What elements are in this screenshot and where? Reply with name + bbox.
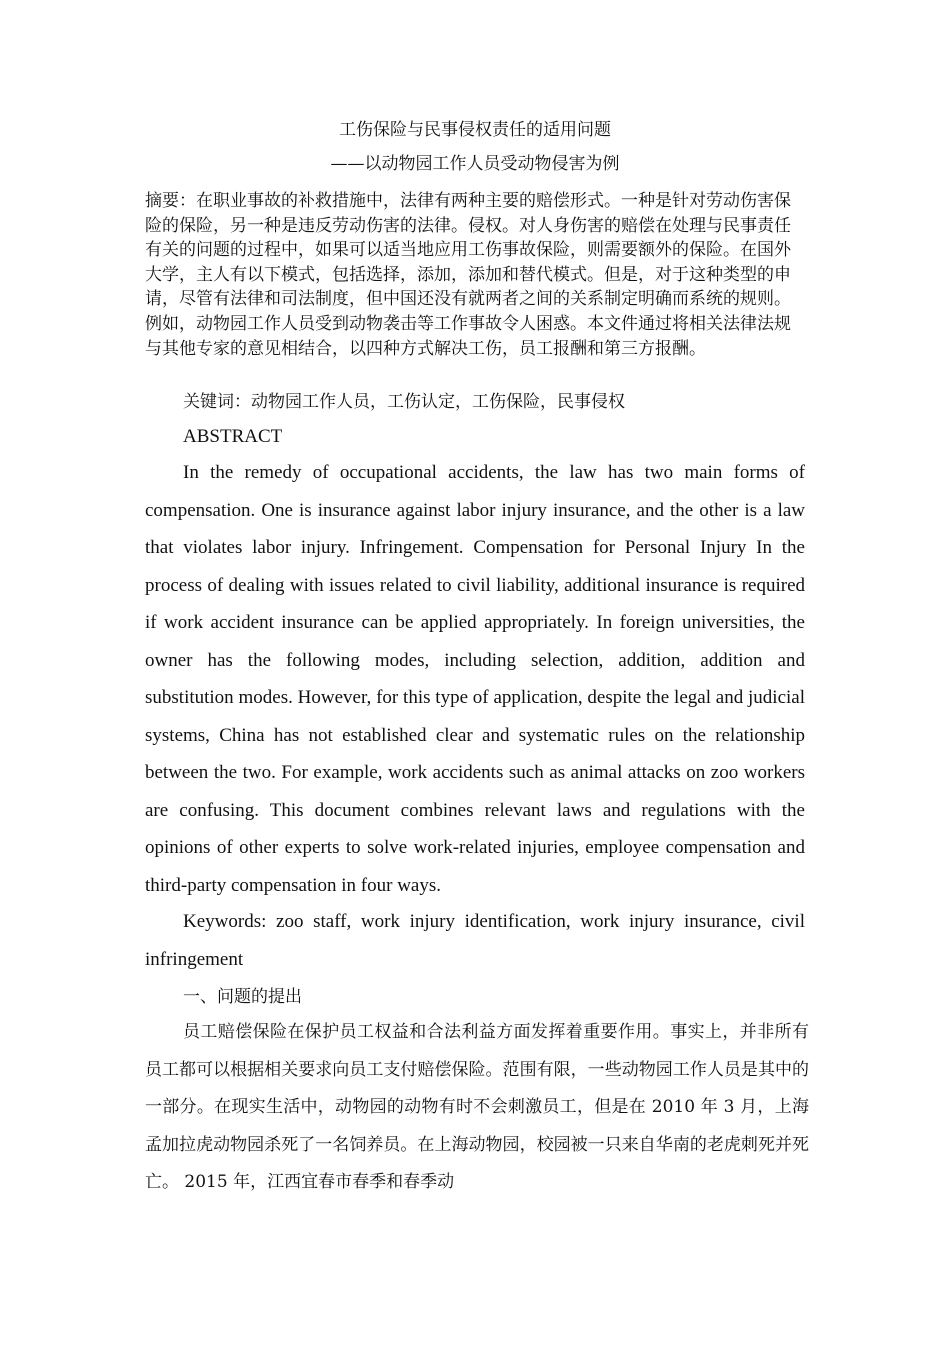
english-keywords: Keywords: zoo staff, work injury identification, work injury insurance, civil infringement bbox=[145, 911, 805, 970]
chinese-abstract: 摘要：在职业事故的补救措施中，法律有两种主要的赔偿形式。一种是针对劳动伤害保险的保险，另一种是违反劳动伤害的法律。侵权。对人身伤害的赔偿在处理与民事责任有关的问题的过程中，如果可以适当地应用工伤事故保险，则需要额外的保险。在国外大学，主人有以下模式，包括选择，添加，添加和替代模式。但是，对于这种类型的申请，尽管有法律和司法制度，但中国还没有就两者之间的关系制定明确而系统的规则。例如，动物园工作人员受到动物袭击等工作事故令人困惑。本文件通过将相关法律法规与其他专家的意见相结合，以四种方式解决工伤，员工报酬和第三方报酬。 bbox=[145, 191, 791, 359]
section-1-heading: 一、问题的提出 bbox=[183, 987, 302, 1007]
english-abstract: In the remedy of occupational accidents, the law has two main forms of compensation. One is insurance against labor injury insurance, and the other is a law that violates labor injury. Infringement. Compensation for Personal Injury In the process of dealing with issues related to civil liability, additional insurance is required if work accident insurance can be applied appropriately. In foreign universities, the owner has the following modes, including selection, addition, addition and substitution modes. However, for this type of application, despite the legal and judicial systems, China has not established clear and systematic rules on the relationship between the two. For example, work accidents such as animal attacks on zoo workers are confusing. This document combines relevant laws and regulations with the opinions of other experts to solve work-related injuries, employee compensation and third-party compensation in four ways. bbox=[145, 462, 805, 896]
english-abstract-heading: ABSTRACT bbox=[183, 426, 283, 447]
document-title: 工伤保险与民事侵权责任的适用问题 bbox=[339, 120, 611, 140]
chinese-keywords: 关键词：动物园工作人员，工伤认定，工伤保险，民事侵权 bbox=[183, 392, 625, 412]
section-1-body: 员工赔偿保险在保护员工权益和合法利益方面发挥着重要作用。事实上，并非所有员工都可以根据相关要求向员工支付赔偿保险。范围有限，一些动物园工作人员是其中的一部分。在现实生活中，动物园的动物有时不会刺激员工，但是在 2010 年 3 月，上海孟加拉虎动物园杀死了一名饲养员。在上海动物园，校园被一只来自华南的老虎刺死并死亡。 2015 年，江西宜春市春季和春季动 bbox=[145, 1022, 809, 1192]
document-subtitle: ——以动物园工作人员受动物侵害为例 bbox=[330, 154, 620, 174]
